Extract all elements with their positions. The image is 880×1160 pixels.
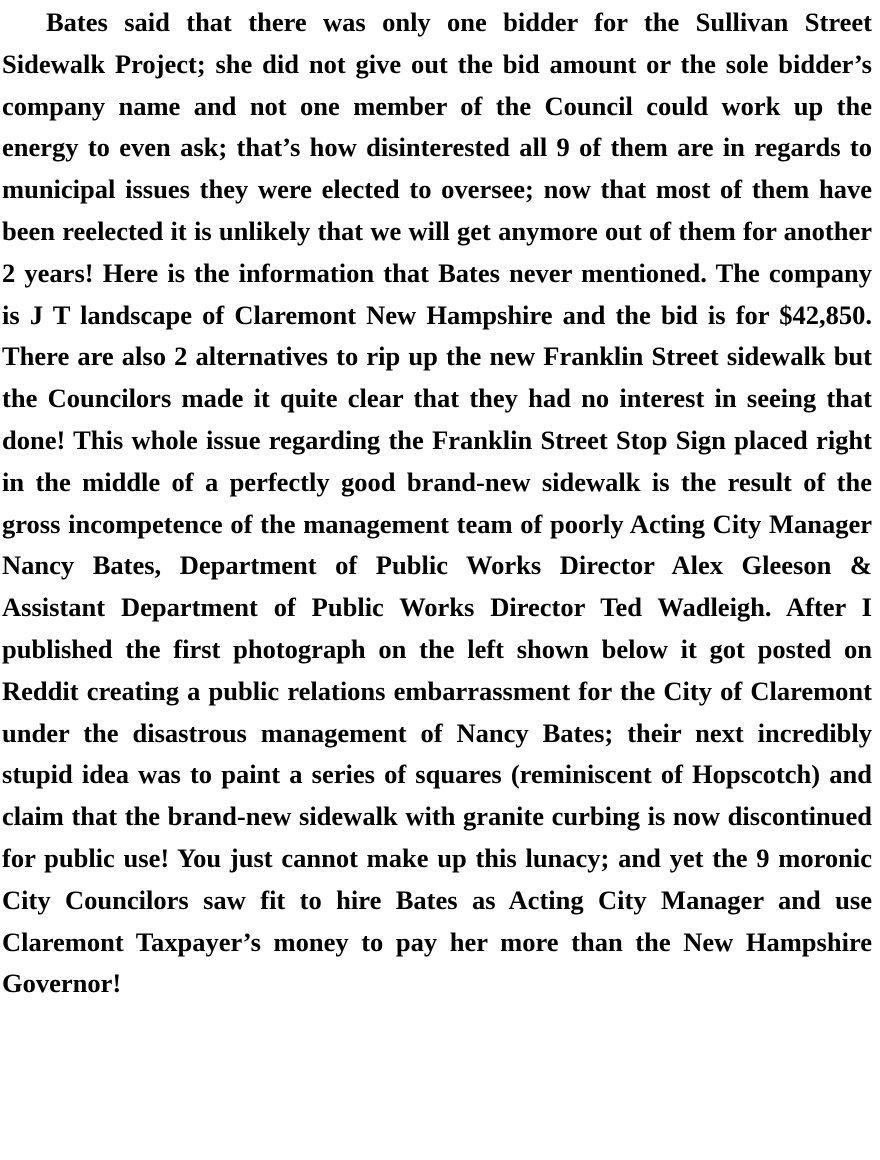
document-paragraph: Bates said that there was only one bidder for the Sullivan Street Sidewalk Project; she did not give out the bid amount or the sole bidder’s company name and not one member of the Council could work up the energy to even ask; that’s how disinterested all 9 of them are in regards to municipal issues they were elected to oversee; now that most of them have been reelected it is unlikely that we will get anymore out of them for another 2 years! Here is the information that Bates never mentioned. The company is J T landscape of Claremont New Hampshire and the bid is for $42,850. There are also 2 alternatives to rip up the new Franklin Street sidewalk but the Councilors made it quite clear that they had no interest in seeing that done! This whole issue regarding the Franklin Street Stop Sign placed right in the middle of a perfectly good brand-new sidewalk is the result of the gross incompetence of the management team of poorly Acting City Manager Nancy Bates, Department of Public Works Director Alex Gleeson & Assistant Department of Public Works Director Ted Wadleigh. After I published the first photograph on the left shown below it got posted on Reddit creating a public relations embarrassment for the City of Claremont under the disastrous management of Nancy Bates; their next incredibly stupid idea was to paint a series of squares (reminiscent of Hopscotch) and claim that the brand-new sidewalk with granite curbing is now discontinued for public use! You just cannot make up this lunacy; and yet the 9 moronic City Councilors saw fit to hire Bates as Acting City Manager and use Claremont Taxpayer’s money to pay her more than the New Hampshire Governor!	[2, 7, 872, 999]
